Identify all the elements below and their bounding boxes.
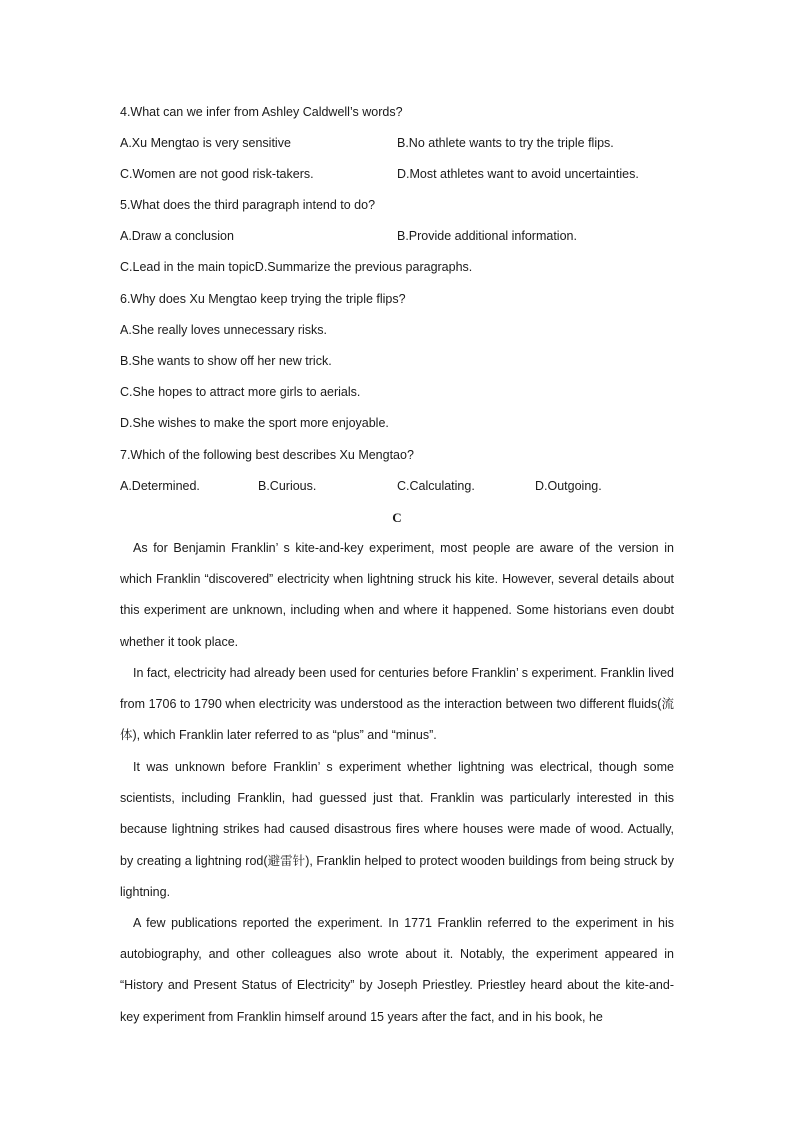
question-7-option-d: D.Outgoing. [535,479,602,493]
question-4-option-b: B.No athlete wants to try the triple flips. [397,136,614,150]
question-4-option-d: D.Most athletes want to avoid uncertainties. [397,167,639,181]
question-4-option-a: A.Xu Mengtao is very sensitive [120,136,291,150]
question-7-option-b: B.Curious. [258,479,317,493]
question-5-option-b: B.Provide additional information. [397,229,577,243]
question-7-option-a: A.Determined. [120,479,200,493]
question-5-stem: 5.What does the third paragraph intend to do? [120,198,376,212]
section-title: C [392,510,402,525]
passage-paragraph-3: It was unknown before Franklin’ s experiment whether lightning was electrical, though some scientists, including Franklin, had guessed just that. Franklin was particularly interested in this because lightning strikes had caused disastrous fires where houses were made of wood. Actually, by creating a lightning rod(避雷针), Franklin helped to protect wooden buildings from being struck by lightning. [120,760,674,899]
question-7-option-c: C.Calculating. [397,479,475,493]
question-4-option-c: C.Women are not good risk-takers. [120,167,314,181]
question-6-stem: 6.Why does Xu Mengtao keep trying the triple flips? [120,292,406,306]
question-6-option-d: D.She wishes to make the sport more enjoyable. [120,416,389,430]
passage-paragraph-4: A few publications reported the experiment. In 1771 Franklin referred to the experiment in his autobiography, and other colleagues also wrote about it. Notably, the experiment appeared in “History and Present Status of Electricity” by Joseph Priestley. Priestley heard about the kite-and-key experiment from Franklin himself around 15 years after the fact, and in his book, he [120,916,674,1024]
question-5-option-c-d: C.Lead in the main topicD.Summarize the previous paragraphs. [120,260,473,274]
question-7-stem: 7.Which of the following best describes Xu Mengtao? [120,448,414,462]
passage-paragraph-2: In fact, electricity had already been used for centuries before Franklin’ s experiment. Franklin lived from 1706 to 1790 when electricity was understood as the interaction between two different fluids(流体), which Franklin later referred to as “plus” and “minus”. [120,666,674,743]
question-6-option-b: B.She wants to show off her new trick. [120,354,332,368]
question-6-option-a: A.She really loves unnecessary risks. [120,323,328,337]
passage-paragraph-1: As for Benjamin Franklin’ s kite-and-key experiment, most people are aware of the version in which Franklin “discovered” electricity when lightning struck his kite. However, several details about this experiment are unknown, including when and where it happened. Some historians even doubt whether it took place. [120,541,674,649]
question-4-stem: 4.What can we infer from Ashley Caldwell’s words? [120,105,403,119]
question-5-option-a: A.Draw a conclusion [120,229,234,243]
question-6-option-c: C.She hopes to attract more girls to aerials. [120,385,361,399]
